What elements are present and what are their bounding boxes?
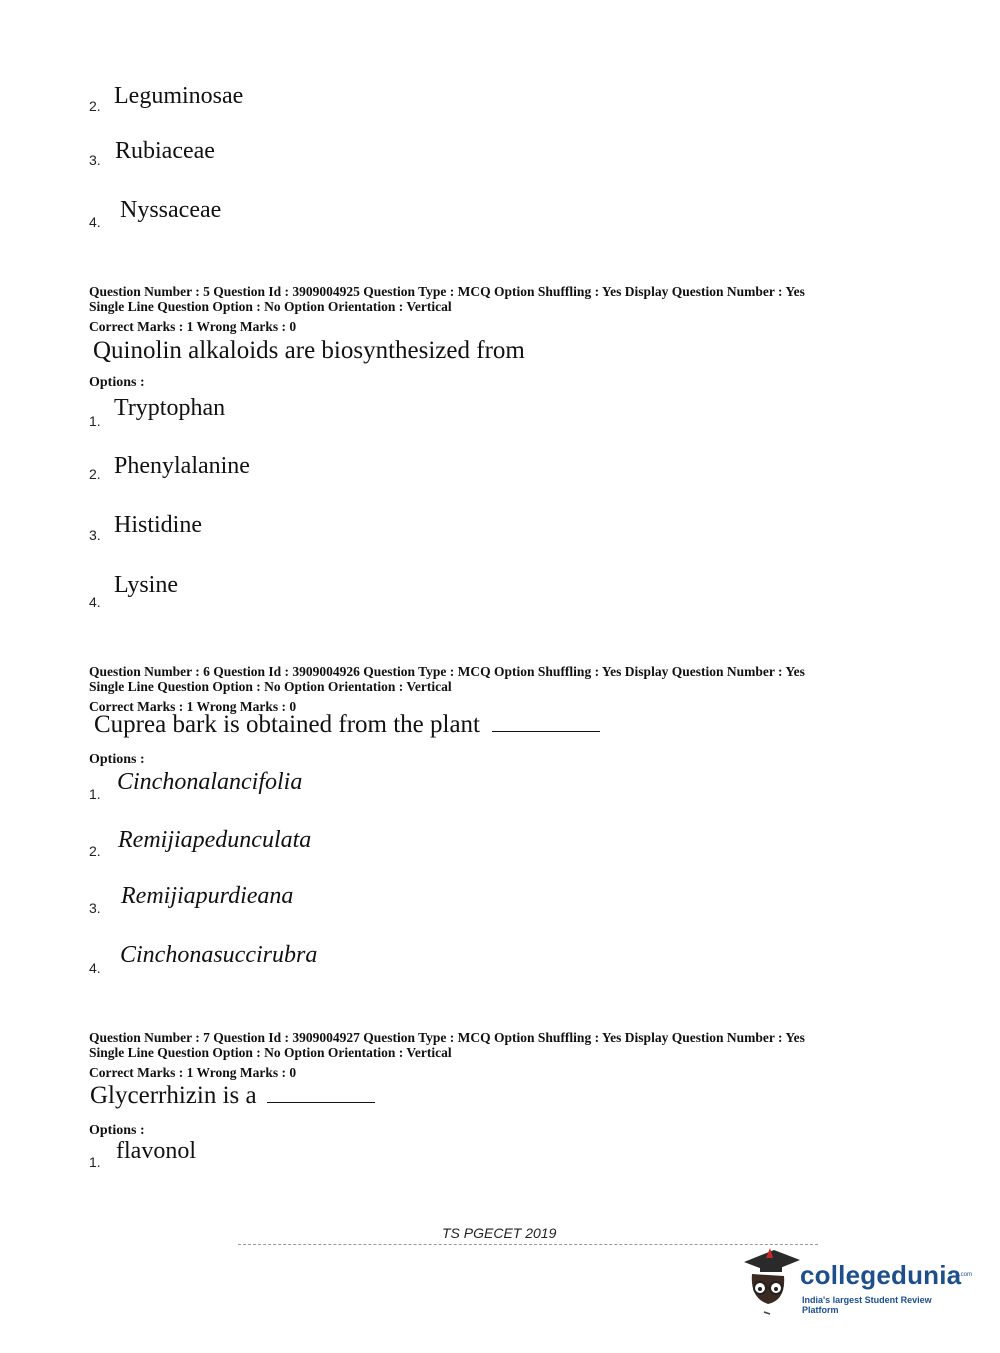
footer-divider [238, 1244, 818, 1245]
option-number: 1. [89, 1154, 101, 1170]
footer-exam-label: TS PGECET 2019 [442, 1225, 557, 1241]
question-text [94, 711, 600, 739]
option-text: Cinchonasuccirubra [120, 942, 318, 968]
option-text: Remijiapurdieana [121, 883, 294, 909]
option-number: 2. [89, 466, 101, 482]
option-text: Leguminosae [114, 83, 244, 109]
option-text: Tryptophan [114, 395, 226, 421]
logo-wordmark: collegedunia [800, 1260, 962, 1290]
graduation-cap-mascot-icon [740, 1246, 802, 1316]
options-label: Options : [89, 752, 145, 767]
question-meta: Question Number : 6 Question Id : 3909004926 Question Type : MCQ Option Shuffling : Yes Display Question Number : Yes [89, 664, 805, 679]
option-number: 4. [89, 960, 101, 976]
question-marks: Correct Marks : 1 Wrong Marks : 0 [89, 699, 297, 714]
options-label: Options : [89, 1123, 145, 1138]
question-meta-line2: Single Line Question Option : No Option Orientation : Vertical [89, 679, 452, 694]
question-text: Quinolin alkaloids are biosynthesized from [93, 337, 525, 364]
question-meta: Question Number : 7 Question Id : 3909004927 Question Type : MCQ Option Shuffling : Yes Display Question Number : Yes [89, 1030, 805, 1045]
logo-com-suffix: .com [959, 1272, 973, 1278]
option-number: 1. [89, 413, 101, 429]
option-number: 2. [89, 843, 101, 859]
option-number: 4. [89, 594, 101, 610]
options-label: Options : [89, 375, 145, 390]
option-text: Cinchonalancifolia [117, 769, 303, 795]
option-text: Phenylalanine [114, 453, 250, 479]
option-number: 1. [89, 786, 101, 802]
option-text: flavonol [116, 1138, 196, 1164]
answer-blank [267, 1084, 375, 1103]
option-text: Nyssaceae [120, 197, 222, 223]
option-number: 4. [89, 214, 101, 230]
question-meta: Question Number : 5 Question Id : 3909004925 Question Type : MCQ Option Shuffling : Yes Display Question Number : Yes [89, 284, 805, 299]
option-number: 3. [89, 152, 101, 168]
option-text: Lysine [114, 572, 178, 598]
question-text-content: Cuprea bark is obtained from the plant [94, 711, 480, 738]
option-number: 2. [89, 98, 101, 114]
option-text: Rubiaceae [115, 138, 215, 164]
logo-tagline: India's largest Student Review Platform [802, 1295, 932, 1315]
question-meta-line2: Single Line Question Option : No Option Orientation : Vertical [89, 299, 452, 314]
option-number: 3. [89, 900, 101, 916]
collegedunia-logo [740, 1246, 973, 1316]
question-meta-line2: Single Line Question Option : No Option Orientation : Vertical [89, 1045, 452, 1060]
question-marks: Correct Marks : 1 Wrong Marks : 0 [89, 1065, 297, 1080]
answer-blank [492, 713, 600, 732]
option-text: Remijiapedunculata [118, 827, 312, 853]
question-marks: Correct Marks : 1 Wrong Marks : 0 [89, 319, 297, 334]
question-text-content: Glycerrhizin is a [90, 1082, 257, 1109]
option-text: Histidine [114, 512, 202, 538]
option-number: 3. [89, 527, 101, 543]
question-text [90, 1082, 375, 1110]
